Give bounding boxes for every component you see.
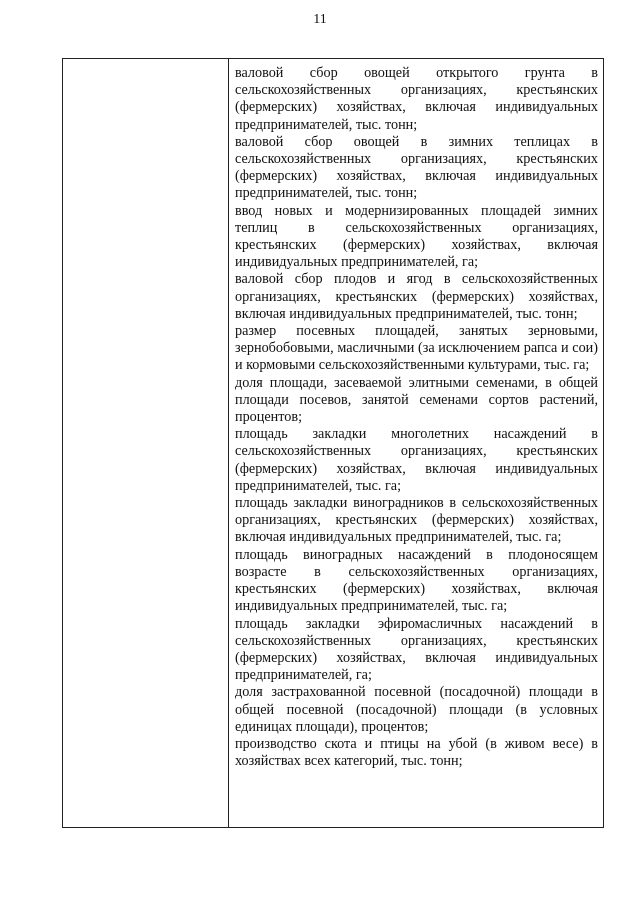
- page-number: 11: [313, 12, 327, 27]
- indicator-entry: валовой сбор овощей открытого грунта в сельскохозяйственных организациях, крестьянских (фермерских) хозяйствах, включая индивидуальных предпринимателей, тыс. тонн;: [235, 65, 598, 133]
- indicator-entry: площадь закладки эфиромасличных насаждений в сельскохозяйственных организациях, крестьянских (фермерских) хозяйствах, включая индивидуальных предпринимателей, га;: [235, 615, 598, 684]
- indicator-entry: доля застрахованной посевной (посадочной) площади в общей посевной (посадочной) площади (в условных единицах площади), процентов;: [235, 684, 598, 735]
- indicator-entry: размер посевных площадей, занятых зерновыми, зернобобовыми, масличными (за исключением рапса и сои) и кормовыми сельскохозяйственными культурами, тыс. га;: [235, 323, 598, 374]
- table-right-cell: [229, 59, 603, 827]
- indicator-entry: площадь виноградных насаждений в плодоносящем возрасте в сельскохозяйственных организациях, крестьянских (фермерских) хозяйствах, включая индивидуальных предпринимателей, тыс. га;: [235, 546, 598, 615]
- indicator-entry: ввод новых и модернизированных площадей зимних теплиц в сельскохозяйственных организациях, крестьянских (фермерских) хозяйствах, включая индивидуальных предпринимателей, га;: [235, 202, 598, 271]
- indicator-table: [62, 58, 604, 828]
- indicator-entry: валовой сбор плодов и ягод в сельскохозяйственных организациях, крестьянских (фермерских) хозяйствах, включая индивидуальных предпринимателей, тыс. тонн;: [235, 271, 598, 322]
- table-left-cell: [63, 59, 229, 827]
- indicator-entry: доля площади, засеваемой элитными семенами, в общей площади посевов, занятой семенами сортов растений, процентов;: [235, 374, 598, 426]
- indicator-entry: производство скота и птицы на убой (в живом весе) в хозяйствах всех категорий, тыс. тонн;: [235, 735, 598, 770]
- indicator-entry: площадь закладки многолетних насаждений в сельскохозяйственных организациях, крестьянских (фермерских) хозяйствах, включая индивидуальных предпринимателей, тыс. га;: [235, 426, 598, 494]
- indicator-entry: валовой сбор овощей в зимних теплицах в сельскохозяйственных организациях, крестьянских (фермерских) хозяйствах, включая индивидуальных предпринимателей, тыс. тонн;: [235, 133, 598, 202]
- indicator-entry: площадь закладки виноградников в сельскохозяйственных организациях, крестьянских (фермерских) хозяйствах, включая индивидуальных предпринимателей, тыс. га;: [235, 495, 598, 546]
